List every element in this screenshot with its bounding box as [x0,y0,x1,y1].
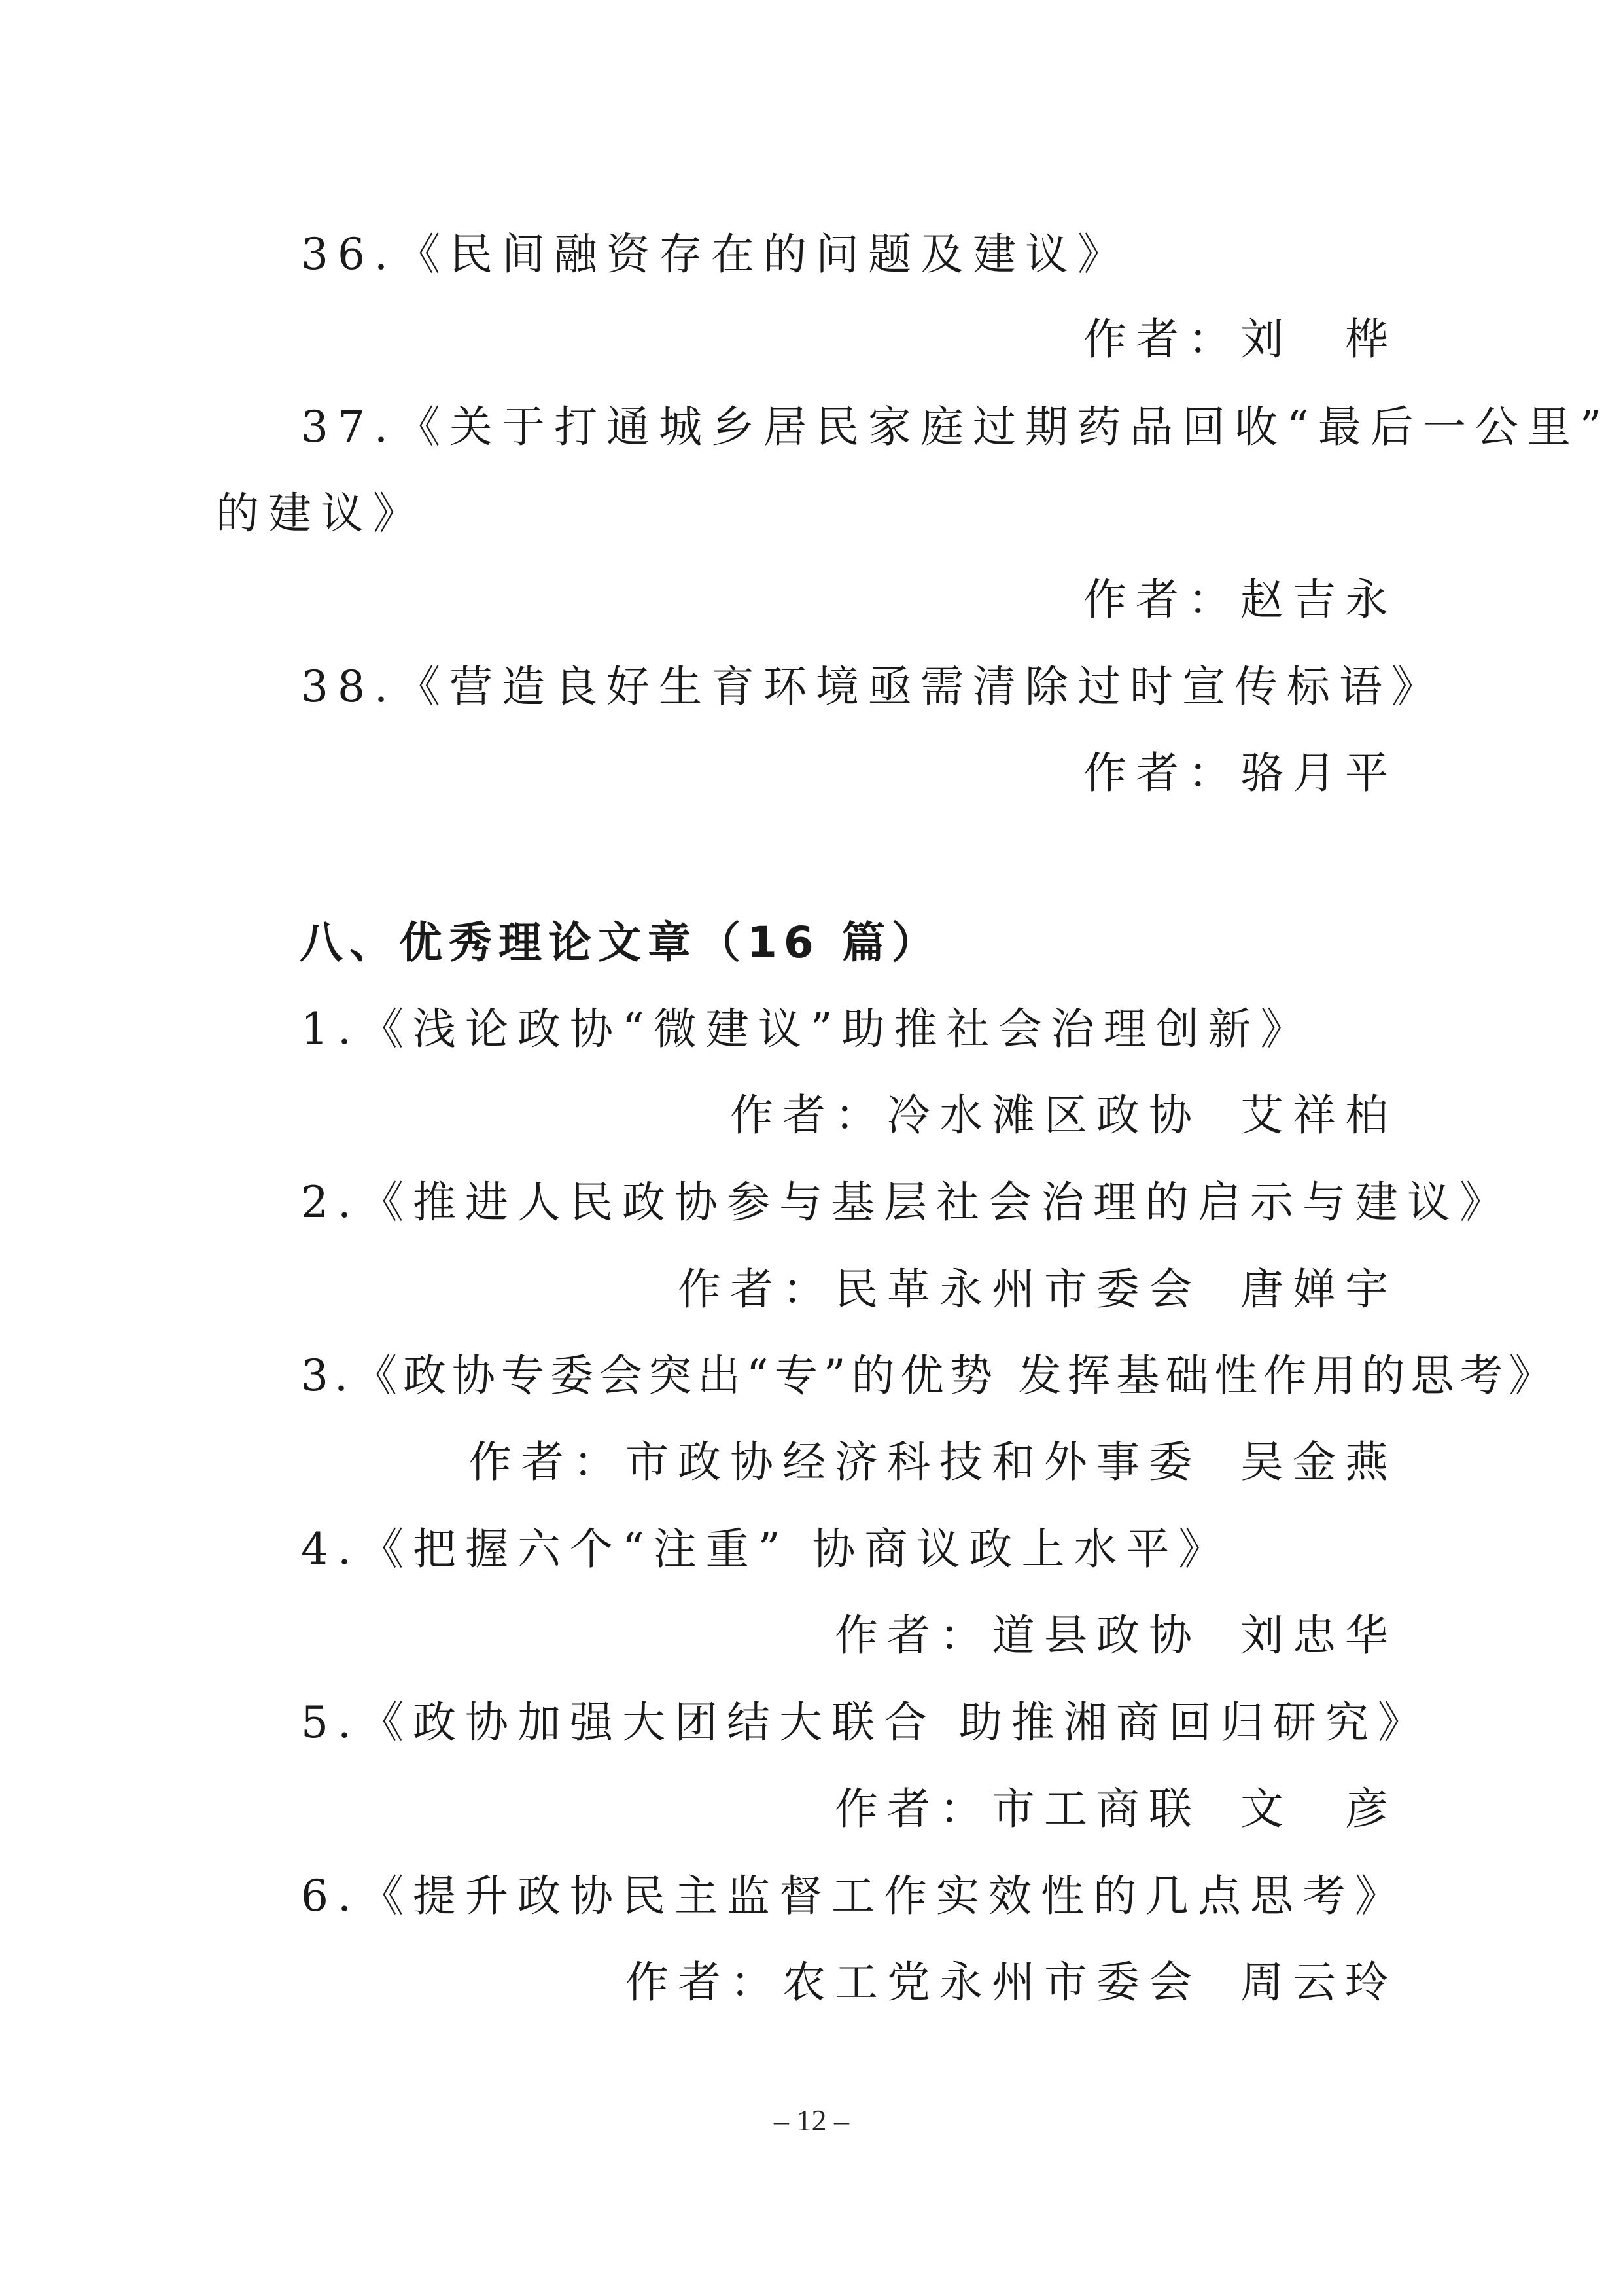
article-6-author-org: 作者：农工党永州市委会 [625,1957,1201,2007]
page-number: – 12 – [774,2104,849,2137]
article-4-author-name: 刘忠华 [1240,1610,1397,1661]
item-36-author: 作者：刘 桦 [1083,314,1397,364]
article-4-author-org: 作者：道县政协 [835,1610,1201,1661]
item-37-title: 37.《关于打通城乡居民家庭过期药品回收“最后一公里” [301,402,1611,452]
article-1-title: 1.《浅论政协“微建议”助推社会治理创新》 [301,1004,1313,1054]
article-6-title: 6.《提升政协民主监督工作实效性的几点思考》 [301,1871,1407,1921]
article-3-title: 3.《政协专委会突出“专”的优势 发挥基础性作用的思考》 [301,1351,1558,1401]
article-6-author [625,1957,1397,2007]
article-1-author-org: 作者：冷水滩区政协 [730,1090,1201,1140]
article-5-author [835,1784,1397,1834]
article-4-author [835,1610,1397,1661]
item-37-title-continued: 的建议》 [216,488,425,539]
article-3-author-name: 吴金燕 [1240,1437,1397,1487]
item-37-author: 作者：赵吉永 [1083,574,1397,625]
article-3-author-org: 作者：市政协经济科技和外事委 [468,1437,1201,1487]
article-1-author-name: 艾祥柏 [1240,1090,1397,1140]
article-2-title: 2.《推进人民政协参与基层社会治理的启示与建议》 [301,1177,1512,1227]
article-5-author-name: 文 彦 [1240,1784,1397,1834]
item-38-title: 38.《营造良好生育环境亟需清除过时宣传标语》 [301,662,1444,712]
article-1-author [730,1090,1397,1140]
article-6-author-name: 周云玲 [1240,1957,1397,2007]
article-2-author-org: 作者：民革永州市委会 [678,1264,1201,1315]
article-4-title: 4.《把握六个“注重” 协商议政上水平》 [301,1524,1231,1574]
item-36-title: 36.《民间融资存在的问题及建议》 [301,229,1130,279]
article-3-author [468,1437,1397,1487]
article-2-author [678,1264,1397,1315]
article-2-author-name: 唐婵宇 [1240,1264,1397,1315]
item-38-author: 作者：骆月平 [1083,748,1397,798]
article-5-title: 5.《政协加强大团结大联合 助推湘商回归研究》 [301,1697,1430,1748]
article-5-author-org: 作者：市工商联 [835,1784,1201,1834]
section-heading: 八、优秀理论文章（16 篇） [300,917,941,968]
